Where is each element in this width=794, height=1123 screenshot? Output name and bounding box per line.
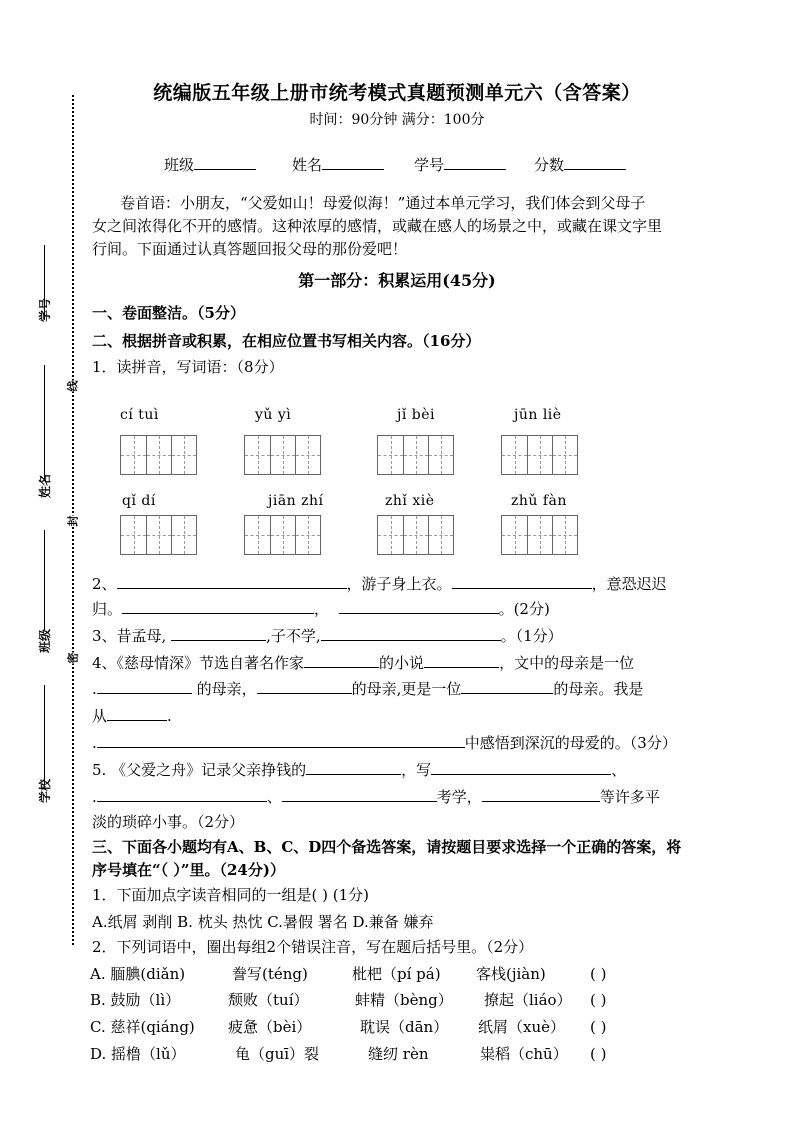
banji-label: 班级 <box>38 628 52 653</box>
q3-2-row-d-2: 龟（guī）裂 <box>235 1045 320 1063</box>
question-3-line-2: 序号填在“（ ）”里。（24分)） <box>92 861 285 879</box>
q3-2-row-c-2: 疲惫（bèi） <box>228 1018 312 1036</box>
pinyin-5: qǐ dí <box>122 493 156 509</box>
writing-grid-8[interactable] <box>501 515 578 555</box>
q3-2-row-c-3: 耽误（dān） <box>360 1018 449 1036</box>
q3-2-row-a-answer[interactable]: ( ) <box>590 965 607 983</box>
question-2-4-line-2: . 的母亲， 的母亲,更是一位 的母亲。我是 <box>92 677 643 700</box>
margin-mark-mi: 密 <box>66 652 80 664</box>
pinyin-4: jūn liè <box>514 407 562 423</box>
part1-heading: 第一部分：积累运用(45分) <box>298 271 496 290</box>
question-2-5-line-1: 5. 《父爱之舟》记录父亲挣钱的 ，写 、 <box>92 758 626 781</box>
class-field[interactable]: 班级 <box>164 153 256 175</box>
q3-2-row-b-2: 颓败（tuí） <box>228 991 309 1009</box>
xuehao-label: 学号 <box>38 297 52 322</box>
q3-2-row-b-answer[interactable]: ( ) <box>590 991 607 1009</box>
writing-grid-5[interactable] <box>120 515 197 555</box>
question-2-2-line-1: 2、 ，游子身上衣。 ，意恐迟迟 <box>92 572 667 595</box>
pinyin-1: cí tuì <box>120 407 159 423</box>
intro-line-2: 女之间浓得化不开的感情。这种浓厚的感情，或藏在感人的场景之中，或藏在课文字里 <box>92 217 663 235</box>
writing-grid-1[interactable] <box>120 435 197 475</box>
question-1: 一、卷面整洁。（5分） <box>92 304 245 322</box>
pinyin-6: jiān zhí <box>268 493 324 509</box>
writing-grid-3[interactable] <box>377 435 454 475</box>
margin-mark-xian: 线 <box>66 380 80 392</box>
question-2-2-line-2: 归。 ， 。(2分) <box>92 597 550 620</box>
margin-mark-feng: 封 <box>66 515 80 527</box>
xuexiao-line <box>44 685 46 785</box>
q3-2-row-d-4: 粜稻（chū） <box>480 1045 568 1063</box>
q3-2-row-b-4: 撩起（liáo） <box>484 991 572 1009</box>
question-2-5-line-3: 淡的琐碎小事。（2分） <box>92 813 245 831</box>
xuexiao-label: 学校 <box>38 778 52 803</box>
pinyin-2: yǔ yì <box>255 407 292 423</box>
xingming-label: 姓名 <box>38 473 52 498</box>
q3-2-row-a-4: 客栈(jiàn) <box>476 965 546 983</box>
writing-grid-6[interactable] <box>244 515 321 555</box>
banji-line <box>44 530 46 630</box>
q3-2-row-d-answer[interactable]: ( ) <box>590 1045 607 1063</box>
score-field[interactable]: 分数 <box>534 153 626 175</box>
question-3-1: 1．下面加点字读音相同的一组是( ) (1分) <box>92 886 370 904</box>
q3-2-row-c-answer[interactable]: ( ) <box>590 1018 607 1036</box>
q3-2-row-a-2: 誊写(téng) <box>232 965 308 983</box>
question-2-4-line-1: 4、《慈母情深》节选自著名作家 的小说 ，文中的母亲是一位 <box>92 651 634 674</box>
question-2-4-line-3: 从 . <box>92 704 172 727</box>
question-3-2: 2．下列词语中，圈出每组2个错误注音，写在题后括号里。（2分） <box>92 938 534 956</box>
question-2-4-line-4: . 中感悟到深沉的母爱的。（3分） <box>92 731 677 754</box>
q3-2-row-c-4: 纸屑（xuè） <box>478 1018 565 1036</box>
q3-2-row-c-1: C. 慈祥(qiáng) <box>90 1018 195 1036</box>
writing-grid-7[interactable] <box>377 515 454 555</box>
writing-grid-2[interactable] <box>244 435 321 475</box>
question-2: 二、根据拼音或积累，在相应位置书写相关内容。（16分） <box>92 332 481 350</box>
exam-time-score: 时间：90分钟 满分：100分 <box>309 112 485 128</box>
page-title: 统编版五年级上册市统考模式真题预测单元六（含答案） <box>153 82 641 104</box>
question-2-1: 1．读拼音，写词语：（8分） <box>92 358 284 376</box>
q3-2-row-d-3: 缝纫 rèn <box>368 1045 429 1063</box>
q3-2-row-a-1: A. 腼腆(diǎn) <box>90 965 186 983</box>
pinyin-7: zhǐ xiè <box>385 493 435 509</box>
q3-2-row-b-1: B. 鼓励（lì） <box>90 991 181 1009</box>
intro-line-1: 卷首语：小朋友，“父爱如山！母爱似海！”通过本单元学习，我们体会到父母子 <box>120 194 646 212</box>
question-2-3: 3、昔孟母, ,子不学, 。（1分） <box>92 624 563 647</box>
pinyin-3: jǐ bèi <box>397 407 435 423</box>
q3-2-row-d-1: D. 摇橹（lǔ） <box>90 1045 186 1063</box>
student-id-field[interactable]: 学号 <box>414 153 506 175</box>
pinyin-8: zhǔ fàn <box>511 493 567 509</box>
writing-grid-4[interactable] <box>501 435 578 475</box>
question-3-line-1: 三、下面各小题均有A、B、C、D四个备选答案，请按题目要求选择一个正确的答案，将 <box>92 838 682 856</box>
q3-2-row-a-3: 枇杷（pí pá) <box>352 965 441 983</box>
question-2-5-line-2: . 、 考学， 等许多平 <box>92 785 660 808</box>
q3-2-row-b-3: 蚌精（bèng） <box>355 991 453 1009</box>
intro-line-3: 行间。下面通过认真答题回报父母的那份爱吧！ <box>92 240 408 258</box>
xingming-line <box>44 365 46 480</box>
question-3-1-options: A.纸屑 剥削 B. 枕头 热忱 C.暑假 署名 D.兼备 嫌弃 <box>92 913 434 931</box>
name-field[interactable]: 姓名 <box>292 153 384 175</box>
